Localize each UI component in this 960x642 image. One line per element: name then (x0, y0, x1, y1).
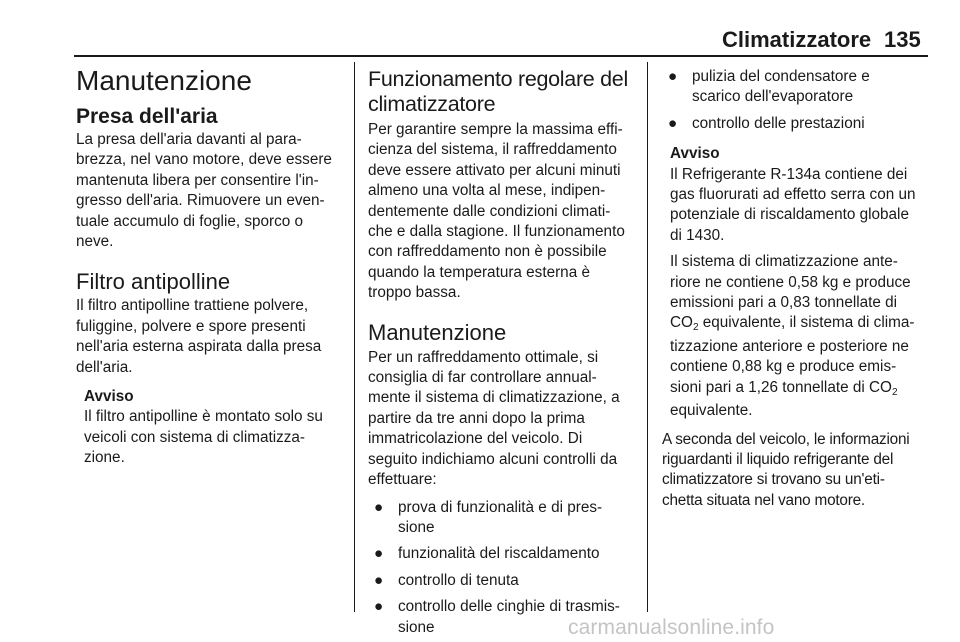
list-item (368, 544, 634, 564)
text-line: tuale accumulo di foglie, sporco o (76, 212, 304, 230)
section-heading-maintenance: Manutenzione (368, 319, 507, 345)
pollen-filter-paragraph (76, 296, 344, 378)
text-line: Per garantire sempre la massima effi- (368, 121, 623, 138)
subscript: 2 (692, 322, 699, 334)
text-line: veicoli con sistema di climatizza- (84, 428, 306, 446)
note-box (84, 387, 344, 469)
text-line: Il filtro antipolline è montato solo su (84, 408, 323, 426)
section-heading-air-intake: Presa dell'aria (76, 105, 218, 128)
bullet-icon: ● (668, 68, 678, 85)
text-line: contiene 0,88 kg e produce emis- (670, 358, 897, 376)
column-divider-left (354, 62, 355, 612)
note-title: Avviso (84, 388, 134, 406)
text-line: di 1430. (670, 226, 725, 244)
maintenance-paragraph (368, 348, 634, 491)
list-item (662, 114, 930, 134)
text-line: tizzazione anteriore e posteriore ne (670, 337, 909, 355)
text-line: chetta situata nel vano motore. (662, 491, 865, 509)
text-fragment: equivalente, il sistema di clima- (698, 314, 915, 332)
bullet-icon: ● (668, 114, 678, 132)
list-item-line: controllo delle prestazioni (692, 114, 865, 132)
text-line: fuliggine, polvere e spore presenti (76, 317, 306, 335)
bullet-icon: ● (374, 545, 384, 563)
regular-operation-paragraph (368, 120, 634, 304)
list-item-line: scarico dell'evaporatore (692, 88, 854, 106)
text-line: riguardanti il liquido refrigerante del (662, 450, 894, 468)
text-line: quando la temperatura esterna è (368, 263, 590, 281)
text-line: seguito indichiamo alcuni controlli da (368, 450, 618, 468)
bullet-icon: ● (374, 571, 384, 589)
text-line: dentemente dalle condizioni climati- (368, 202, 611, 220)
watermark: carmanualsonline.info (568, 616, 775, 639)
list-item (368, 571, 634, 591)
heading-line: Funzionamento regolare del (368, 67, 628, 91)
text-line: Per un raffreddamento ottimale, si (368, 348, 599, 366)
column-3 (662, 62, 930, 511)
text-line: Il filtro antipolline trattiene polvere, (76, 297, 309, 315)
text-line: deve essere attivato per alcuni minuti (368, 161, 621, 179)
text-line: nell'aria esterna aspirata dalla presa (76, 338, 322, 356)
section-heading-regular-operation (368, 67, 634, 117)
bullet-icon: ● (374, 498, 384, 516)
list-item (368, 498, 634, 539)
note-paragraph (670, 252, 930, 421)
header-rule (74, 55, 928, 57)
text-line: neve. (76, 233, 114, 251)
bullet-icon: ● (374, 598, 384, 616)
list-item-line: controllo di tenuta (398, 571, 519, 589)
page-header-title: Climatizzatore (722, 27, 872, 52)
text-line: effettuare: (368, 471, 437, 489)
text-line (670, 313, 930, 333)
text-line: troppo bassa. (368, 284, 461, 302)
list-item-line: funzionalità del riscaldamento (398, 545, 600, 563)
text-line: che e dalla stagione. Il funzionamento (368, 223, 625, 241)
text-line: dell'aria. (76, 358, 133, 376)
text-line: Il sistema di climatizzazione ante- (670, 253, 898, 271)
list-item-line: sione (398, 618, 435, 636)
text-line: potenziale di riscaldamento globale (670, 206, 909, 224)
text-line (670, 378, 930, 398)
note-paragraph (670, 165, 930, 247)
text-line: almeno una volta al mese, indipen- (368, 182, 606, 200)
text-line: A seconda del veicolo, le informazioni (662, 430, 910, 448)
text-line: mantenuta libera per consentire l'in- (76, 171, 319, 189)
text-line: immatricolazione del veicolo. Di (368, 430, 583, 448)
text-line: mente il sistema di climatizzazione, a (368, 389, 620, 407)
air-intake-paragraph (76, 130, 344, 252)
text-fragment: sioni pari a 1,26 tonnellate di CO (670, 378, 892, 396)
text-fragment: CO (670, 314, 693, 332)
maintenance-checklist-continued (662, 67, 930, 134)
text-line: equivalente. (670, 402, 753, 420)
list-item-line: prova di funzionalità e di pres- (398, 498, 603, 516)
section-heading-pollen-filter: Filtro antipolline (76, 269, 231, 295)
text-line: consiglia di far controllare annual- (368, 369, 597, 387)
subscript: 2 (891, 386, 898, 398)
column-1 (76, 62, 344, 469)
text-line: brezza, nel vano motore, deve essere (76, 151, 332, 169)
list-item-line: pulizia del condensatore e (692, 68, 870, 85)
page-number: 135 (884, 27, 921, 52)
note-title: Avviso (670, 145, 720, 163)
text-line: La presa dell'aria davanti al para- (76, 131, 302, 148)
text-line: climatizzatore si trovano su un'eti- (662, 471, 885, 489)
column-divider-right (647, 62, 648, 612)
column-2 (368, 62, 634, 638)
list-item-line: sione (398, 518, 435, 536)
text-line: partire da tre anni dopo la prima (368, 409, 585, 427)
refrigerant-info-paragraph (662, 430, 930, 512)
text-line: cienza del sistema, il raffreddamento (368, 141, 617, 159)
text-line: gresso dell'aria. Rimuovere un even- (76, 192, 325, 210)
main-heading: Manutenzione (76, 65, 252, 96)
list-item-line: controllo delle cinghie di trasmis- (398, 598, 620, 616)
text-line: gas fluorurati ad effetto serra con un (670, 186, 916, 204)
list-item (662, 67, 930, 108)
text-line: emissioni pari a 0,83 tonnellate di (670, 294, 898, 312)
text-line: con raffreddamento non è possibile (368, 243, 607, 261)
heading-line: climatizzatore (368, 92, 496, 116)
text-line: zione. (84, 449, 125, 467)
text-line: Il Refrigerante R-134a contiene dei (670, 165, 908, 183)
text-line: riore ne contiene 0,58 kg e produce (670, 273, 911, 291)
note-box (670, 144, 930, 421)
